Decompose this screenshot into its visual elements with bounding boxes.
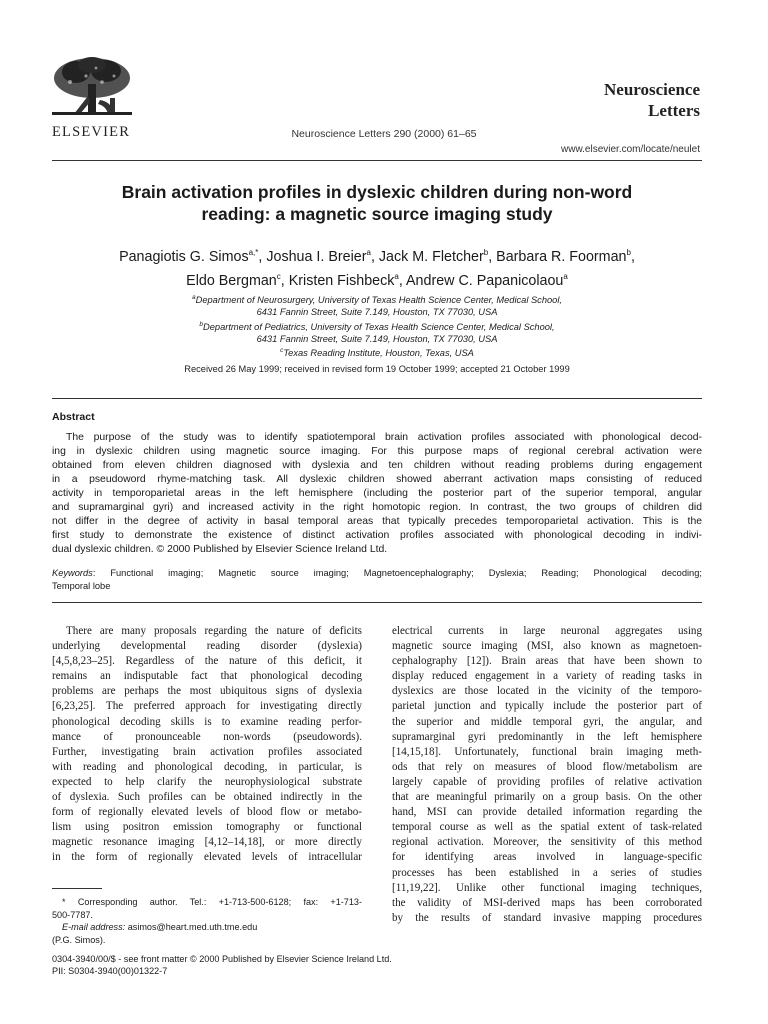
received-dates: Received 26 May 1999; received in revised form 19 October 1999; accepted 21 October 1999 <box>184 364 570 374</box>
body-text-line: expected to help clarify the neurophysiological substrate <box>52 775 362 788</box>
abstract-top-rule <box>52 398 702 399</box>
email-label: E-mail address: <box>62 922 126 933</box>
author-affiliation-marker: a <box>563 271 568 281</box>
copyright-info <box>52 953 502 978</box>
affiliation-line <box>52 292 702 306</box>
abstract-bottom-rule <box>52 602 702 603</box>
affiliation-line <box>52 345 702 359</box>
affiliation-text: 6431 Fannin Street, Suite 7.149, Houston, TX 77030, USA <box>256 334 498 345</box>
body-text-line: hand, MSI can provide detailed information regarding the <box>392 806 702 819</box>
publisher-name: ELSEVIER <box>52 124 131 140</box>
author-affiliation-marker: b <box>626 248 631 257</box>
abstract-line: activity in temporoparietal areas in the left hemisphere (including the posterior part of the superior temporal, angular <box>52 488 702 499</box>
author-separator: , <box>488 248 497 265</box>
affiliation-line <box>52 319 702 333</box>
body-text-line: that are meaningful primarily on a group basis. On the other <box>392 791 702 804</box>
affiliation-text: Texas Reading Institute, Houston, Texas, USA <box>283 348 474 359</box>
author-name: Jack M. Fletcher <box>378 248 484 265</box>
keywords-text: : Functional imaging; Magnetic source imaging; Magnetoencephalography; Dyslexia; Reading; Phonological decoding; <box>92 568 702 578</box>
keywords-line: Temporal lobe <box>52 581 111 591</box>
title-line: Brain activation profiles in dyslexic children during non-word <box>121 182 633 202</box>
author-line <box>52 267 702 291</box>
body-text-line: processes has been established in a series of studies <box>392 866 702 879</box>
author-separator: , <box>398 272 407 289</box>
title-line: reading: a magnetic source imaging study <box>201 204 553 224</box>
keywords-label: Keywords <box>52 568 93 578</box>
body-text-line: largely capable of providing profiles of relative activation <box>392 775 702 788</box>
affiliation-marker: a <box>192 294 196 301</box>
affiliation-marker: c <box>280 347 284 355</box>
footnote <box>52 896 362 946</box>
body-text-line: [4,5,8,23–25]. Regardless of the nature of this deficit, it <box>52 655 362 668</box>
body-text-line: in the form of regionally elevated levels of intracellular <box>52 851 362 864</box>
journal-url-link[interactable]: www.elsevier.com/locate/neulet <box>561 144 700 155</box>
body-text-line: display reduced engagement in a variety of reading tasks in <box>392 670 702 683</box>
abstract-line: ing in dyslexic children using magnetic source imaging. For this purpose maps of regional cerebral activation were <box>52 446 702 457</box>
body-text-line: the validity of MSI-derived maps has been corroborated <box>392 896 702 909</box>
body-text-line: regional activation. Moreover, the sensitivity of this method <box>392 836 702 849</box>
journal-header <box>0 0 768 170</box>
body-text-line: temporal course as well as the spatial extent of task-related <box>392 821 702 834</box>
body-right-column <box>392 624 702 926</box>
journal-citation: Neuroscience Letters 290 (2000) 61–65 <box>291 128 477 140</box>
body-text-line: electrical currents in large neuronal aggregates using <box>392 625 702 637</box>
corresponding-author-note: * Corresponding author. Tel.: +1-713-500-6128; fax: +1-713- <box>62 897 362 907</box>
body-text-line: remains an indisputable fact that phonological decoding <box>52 670 362 683</box>
abstract-line: in a pseudoword rhyme-matching task. All dyslexic children showed aberrant activation maps consisting of reduced <box>52 474 702 485</box>
affiliation-text: Department of Neurosurgery, University of Texas Health Science Center, Medical School, <box>195 295 562 306</box>
abstract-line: The purpose of the study was to identify spatiotemporal brain activation profiles associated with phonological decod- <box>66 432 702 443</box>
author-affiliation-marker: a <box>366 248 371 257</box>
affiliation-marker: b <box>199 320 204 328</box>
body-text-line: problems are perhaps the most ubiquitous signs of dyslexia <box>52 685 362 698</box>
body-text-line: dyslexics are those located in the vicinity of the temporo- <box>392 685 702 698</box>
body-text-line: lism using positron emission tomography or functional <box>52 821 362 834</box>
email-line <box>52 921 362 934</box>
body-text-line: by the results of standard invasive mapping procedures <box>392 911 702 924</box>
author-affiliation-marker: a <box>394 271 399 281</box>
body-text-line: phonological decoding skills is to examine reading perfor- <box>52 715 362 728</box>
email-link[interactable]: asimos@heart.med.uth.tme.edu <box>125 922 258 933</box>
affiliation-text: 6431 Fannin Street, Suite 7.149, Houston, TX 77030, USA <box>256 307 498 318</box>
author-name: Eldo Bergman <box>186 272 277 289</box>
body-text-line: There are many proposals regarding the nature of deficits <box>66 625 362 637</box>
body-text-line: ods that rely on measures of blood flow/metabolism are <box>392 760 702 773</box>
author-list <box>52 243 702 291</box>
author-separator: , <box>370 248 379 265</box>
abstract-line: obtained from eleven children diagnosed with dyslexia and ten children without reading problems during engagement <box>52 460 702 471</box>
abstract-line: first study to demonstrate the existence of distinct activation profiles associated with phonological decoding in indivi- <box>52 530 702 541</box>
body-text-line: underlying developmental reading disorder (dyslexia) <box>52 640 362 653</box>
header-divider <box>52 160 702 161</box>
author-name: Barbara R. Foorman <box>496 248 627 265</box>
body-text-line: form of regionally elevated levels of blood flow or metabo- <box>52 806 362 819</box>
body-text-line: cephalography [12]). Brain areas that have been shown to <box>392 655 702 668</box>
body-text-line: Further, investigating brain activation profiles associated <box>52 745 362 758</box>
article-title <box>52 181 702 225</box>
abstract-heading: Abstract <box>52 411 95 423</box>
body-text-line: [11,19,22]. Unlike other functional imaging techniques, <box>392 881 702 894</box>
author-separator: , <box>630 248 635 265</box>
body-text-line: mance of pronounceable non-words (pseudowords). <box>52 730 362 743</box>
abstract-line: dual dyslexic children. © 2000 Published by Elsevier Science Ireland Ltd. <box>52 544 388 555</box>
affiliation-line <box>52 306 702 318</box>
body-text-line: magnetic source imaging (MSI, also known as magnetoen- <box>392 640 702 653</box>
affiliation-line <box>52 333 702 345</box>
keywords-line <box>52 567 702 580</box>
issn-line: 0304-3940/00/$ - see front matter © 2000 Published by Elsevier Science Ireland Ltd. <box>52 954 392 964</box>
body-text-line: [14,15,18]. Unfortunately, functional brain imaging meth- <box>392 745 702 758</box>
abstract-line: not differ in the degree of activity in basal temporal areas that typically precedes temporoparietal activation. This is the <box>52 516 702 527</box>
pii-line: PII: S0304-3940(00)01322-7 <box>52 966 168 977</box>
body-text-line: supramarginal gyri predominantly in the left hemisphere <box>392 730 702 743</box>
elsevier-tree-icon <box>50 56 134 118</box>
body-text-line: with reading and phonological decoding, in particular, is <box>52 760 362 773</box>
footnote-author-name: (P.G. Simos). <box>52 934 106 945</box>
body-text-line: [6,23,25]. The preferred approach for investigating directly <box>52 700 362 713</box>
author-separator: , <box>258 248 267 265</box>
body-text-line: magnetic resonance imaging [4,12–14,18], or more directly <box>52 836 362 849</box>
author-affiliation-marker: c <box>276 271 281 281</box>
body-text-line: for identifying areas involved in language-specific <box>392 851 702 864</box>
author-affiliation-marker: b <box>483 248 489 257</box>
author-name: Kristen Fishbeck <box>288 272 395 289</box>
affiliation-list <box>52 292 702 360</box>
body-left-column <box>52 624 362 866</box>
author-name: Andrew C. Papanicolaou <box>406 272 564 289</box>
body-text-line: of dyslexia. Such profiles can be obtained indirectly in the <box>52 791 362 804</box>
abstract-line: and supramarginal gyri) and increased activity in the right homotopic region. In contrast, the two groups of children did <box>52 502 702 513</box>
author-separator: , <box>280 272 289 289</box>
author-line <box>52 243 702 267</box>
affiliation-text: Department of Pediatrics, University of Texas Health Science Center, Medical School, <box>203 321 555 332</box>
author-name: Panagiotis G. Simos <box>119 248 249 265</box>
body-text-line: parietal junction and typically include the posterior part of <box>392 700 702 713</box>
journal-name: Neuroscience Letters <box>604 80 700 120</box>
body-text-line: the superior and middle temporal gyri, the angular, and <box>392 715 702 728</box>
corresponding-author-note-cont: 500-7787. <box>52 909 93 920</box>
author-name: Joshua I. Breier <box>266 248 367 265</box>
footnote-divider <box>52 888 102 889</box>
author-affiliation-marker: a,* <box>248 248 259 257</box>
